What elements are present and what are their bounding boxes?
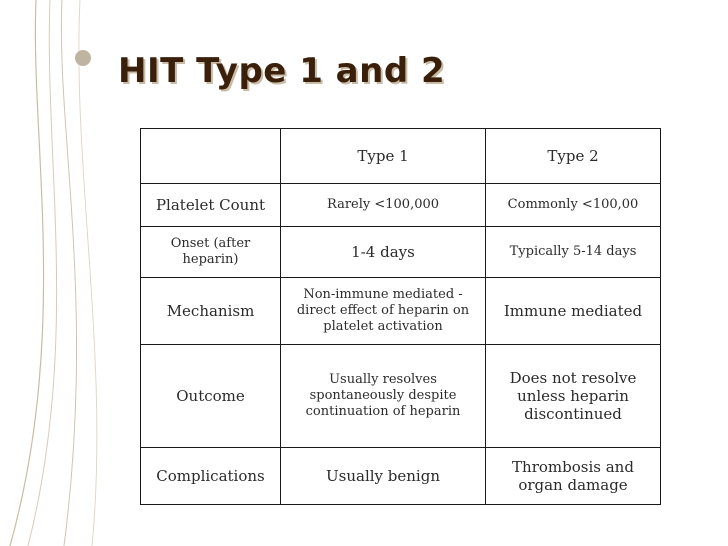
slide-title: HIT Type 1 and 2: [118, 51, 446, 91]
table-row-outcome: [141, 345, 661, 448]
type2-cell: Immune mediated: [486, 278, 661, 345]
row-label: Mechanism: [141, 278, 281, 345]
type1-cell: Rarely <100,000: [281, 184, 486, 227]
type1-cell: Usually benign: [281, 448, 486, 505]
row-label: Platelet Count: [141, 184, 281, 227]
type2-cell: Thrombosis and organ damage: [486, 448, 661, 505]
table-header-row: [141, 129, 661, 184]
type1-cell: Non-immune mediated - direct effect of heparin on platelet activation: [281, 278, 486, 345]
header-type1: Type 1: [281, 129, 486, 184]
row-label: Complications: [141, 448, 281, 505]
type2-cell: Commonly <100,00: [486, 184, 661, 227]
type2-cell: Does not resolve unless heparin discontinued: [486, 345, 661, 448]
table-row-onset: [141, 227, 661, 278]
hit-comparison-table: [140, 128, 661, 505]
table-row-mechanism: [141, 278, 661, 345]
row-label: Outcome: [141, 345, 281, 448]
type2-cell: Typically 5-14 days: [486, 227, 661, 278]
header-empty-cell: [141, 129, 281, 184]
type1-cell: Usually resolves spontaneously despite continuation of heparin: [281, 345, 486, 448]
table-row-platelet-count: [141, 184, 661, 227]
title-bullet-icon: [75, 50, 91, 66]
row-label: Onset (after heparin): [141, 227, 281, 278]
table-row-complications: [141, 448, 661, 505]
type1-cell: 1-4 days: [281, 227, 486, 278]
header-type2: Type 2: [486, 129, 661, 184]
